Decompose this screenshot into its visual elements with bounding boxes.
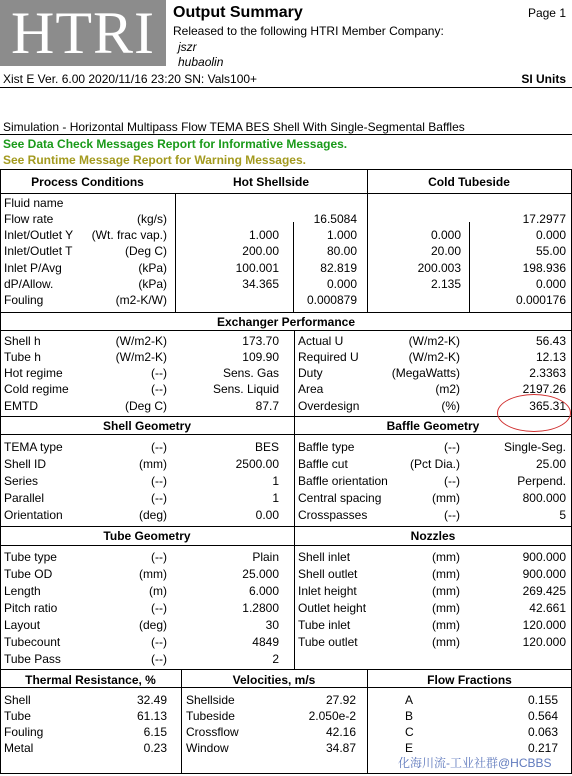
geom-label: Shell ID	[4, 457, 47, 471]
perf-label: Area	[298, 382, 324, 396]
hot-outlet-value: 0.000	[326, 277, 357, 291]
tube-unit: (m)	[149, 584, 167, 598]
flow-fraction-label: E	[405, 741, 414, 755]
nozzle-unit: (mm)	[432, 618, 460, 632]
divider	[0, 193, 572, 194]
perf-label: Hot regime	[4, 366, 63, 380]
hot-outlet-value: 80.00	[326, 244, 357, 258]
nozzle-value: 900.000	[522, 567, 566, 581]
hot-outlet-value: 82.819	[320, 261, 357, 275]
perf-value: 173.70	[242, 334, 279, 348]
nozzle-value: 269.425	[522, 584, 566, 598]
cold-inlet-value: 0.000	[430, 228, 461, 242]
thermal-label: Tube	[4, 709, 31, 723]
geom-label: Baffle type	[298, 440, 355, 454]
cold-outlet-value: 55.00	[535, 244, 566, 258]
tube-label: Tube Pass	[4, 652, 61, 666]
hot-outlet-value: 1.000	[326, 228, 357, 242]
divider	[0, 87, 572, 88]
thermal-label: Shell	[4, 693, 31, 707]
section-title-shell-geometry: Shell Geometry	[102, 419, 192, 433]
geom-label: Parallel	[4, 491, 45, 505]
tube-label: Tube type	[4, 550, 57, 564]
section-title-nozzles: Nozzles	[410, 529, 456, 543]
thermal-value: 0.23	[143, 741, 167, 755]
nozzle-value: 120.000	[522, 618, 566, 632]
thermal-value: 61.13	[136, 709, 167, 723]
page-title: Output Summary	[173, 4, 303, 21]
perf-unit: (MegaWatts)	[391, 366, 460, 380]
tube-unit: (deg)	[138, 618, 167, 632]
geom-value: 2500.00	[235, 457, 279, 471]
divider	[0, 669, 572, 670]
geom-value: 5	[559, 508, 566, 522]
section-title-thermal-resistance: Thermal Resistance, %	[25, 673, 156, 687]
tube-value: 6.000	[248, 584, 279, 598]
hot-inlet-value: 200.00	[242, 244, 279, 258]
hot-outlet-value: 0.000879	[306, 293, 357, 307]
cold-outlet-value: 17.2977	[522, 212, 566, 226]
htri-logo: HTRI	[0, 0, 166, 66]
tube-unit: (--)	[151, 652, 167, 666]
geom-label: Series	[4, 474, 39, 488]
velocity-value: 34.87	[325, 741, 356, 755]
geom-value: 1	[272, 474, 279, 488]
velocity-label: Shellside	[186, 693, 235, 707]
geom-label: Crosspasses	[298, 508, 368, 522]
velocity-label: Window	[186, 741, 229, 755]
member-company-1: jszr	[178, 40, 197, 54]
perf-label: EMTD	[4, 399, 38, 413]
thermal-value: 32.49	[136, 693, 167, 707]
perf-value: 87.7	[255, 399, 279, 413]
cold-inlet-value: 2.135	[430, 277, 461, 291]
perf-label: Tube h	[4, 350, 41, 364]
tube-label: Tube OD	[4, 567, 53, 581]
row-label: Inlet P/Avg	[4, 261, 62, 275]
perf-label: Overdesign	[298, 399, 360, 413]
flow-fraction-label: B	[405, 709, 414, 723]
divider	[0, 330, 572, 331]
bottom-border	[0, 773, 572, 774]
tube-label: Layout	[4, 618, 41, 632]
row-label: dP/Allow.	[4, 277, 54, 291]
perf-unit: (W/m2-K)	[408, 334, 460, 348]
geom-unit: (--)	[444, 474, 460, 488]
perf-unit: (--)	[151, 382, 167, 396]
geom-label: Baffle cut	[298, 457, 348, 471]
page-number: Page 1	[527, 6, 566, 20]
row-label: Inlet/Outlet T	[4, 244, 73, 258]
divider	[0, 134, 572, 135]
divider	[294, 330, 295, 669]
simulation-description: Simulation - Horizontal Multipass Flow TEMA BES Shell With Single-Segmental Baffles	[3, 120, 465, 134]
velocity-value: 2.050e-2	[308, 709, 356, 723]
hot-inlet-value: 100.001	[235, 261, 279, 275]
thermal-label: Fouling	[4, 725, 44, 739]
tube-unit: (mm)	[139, 567, 167, 581]
nozzle-unit: (mm)	[432, 601, 460, 615]
tube-value: 2	[272, 652, 279, 666]
geom-unit: (--)	[151, 474, 167, 488]
tube-value: 25.000	[242, 567, 279, 581]
overdesign-highlight-circle	[497, 394, 571, 432]
geom-unit: (--)	[151, 440, 167, 454]
perf-unit: (--)	[151, 366, 167, 380]
perf-label: Actual U	[298, 334, 344, 348]
flow-fraction-value: 0.564	[527, 709, 558, 723]
section-title-baffle-geometry: Baffle Geometry	[386, 419, 480, 433]
section-title-exchanger: Exchanger Performance	[216, 315, 356, 329]
row-label: Fouling	[4, 293, 44, 307]
tube-value: 1.2800	[242, 601, 279, 615]
divider	[0, 526, 572, 527]
perf-value: 109.90	[242, 350, 279, 364]
tube-unit: (--)	[151, 601, 167, 615]
flow-fraction-value: 0.155	[527, 693, 558, 707]
perf-unit: (%)	[441, 399, 460, 413]
units-label: SI Units	[521, 72, 566, 86]
geom-unit: (--)	[444, 440, 460, 454]
tube-unit: (--)	[151, 550, 167, 564]
perf-label: Duty	[298, 366, 323, 380]
nozzle-label: Tube inlet	[298, 618, 351, 632]
geom-unit: (mm)	[432, 491, 460, 505]
tube-value: Plain	[252, 550, 279, 564]
thermal-label: Metal	[4, 741, 34, 755]
tube-label: Length	[4, 584, 41, 598]
nozzle-unit: (mm)	[432, 567, 460, 581]
column-header-hot: Hot Shellside	[232, 175, 309, 189]
geom-label: Baffle orientation	[298, 474, 388, 488]
row-label: Flow rate	[4, 212, 54, 226]
geom-value: 25.00	[535, 457, 566, 471]
data-check-message[interactable]: See Data Check Messages Report for Informative Messages.	[3, 137, 348, 151]
divider	[0, 545, 572, 546]
divider	[293, 222, 294, 312]
cold-inlet-value: 200.003	[417, 261, 461, 275]
perf-value: Sens. Liquid	[212, 382, 279, 396]
perf-value: 2197.26	[522, 382, 566, 396]
row-unit: (kPa)	[138, 261, 167, 275]
flow-fraction-label: C	[405, 725, 414, 739]
tube-value: 30	[265, 618, 279, 632]
nozzle-value: 900.000	[522, 550, 566, 564]
flow-fraction-value: 0.063	[527, 725, 558, 739]
perf-unit: (m2)	[435, 382, 460, 396]
nozzle-unit: (mm)	[432, 550, 460, 564]
nozzle-label: Shell inlet	[298, 550, 351, 564]
perf-label: Cold regime	[4, 382, 69, 396]
tube-label: Pitch ratio	[4, 601, 58, 615]
divider	[0, 169, 572, 170]
geom-value: 0.00	[255, 508, 279, 522]
section-title-flow-fractions: Flow Fractions	[427, 673, 512, 687]
row-unit: (Wt. frac vap.)	[91, 228, 167, 242]
nozzle-label: Tube outlet	[298, 635, 358, 649]
divider	[0, 416, 572, 417]
geom-value: 1	[272, 491, 279, 505]
tube-unit: (--)	[151, 635, 167, 649]
divider	[0, 434, 572, 435]
perf-label: Required U	[298, 350, 359, 364]
geom-value: Perpend.	[517, 474, 566, 488]
flow-fraction-label: A	[405, 693, 414, 707]
geom-unit: (--)	[444, 508, 460, 522]
perf-unit: (W/m2-K)	[408, 350, 460, 364]
perf-value: 2.3363	[529, 366, 566, 380]
nozzle-value: 42.661	[529, 601, 566, 615]
row-label: Inlet/Outlet Y	[4, 228, 74, 242]
velocity-label: Crossflow	[186, 725, 239, 739]
geom-label: Orientation	[4, 508, 63, 522]
nozzle-label: Outlet height	[298, 601, 367, 615]
release-note: Released to the following HTRI Member Company:	[173, 24, 444, 38]
geom-unit: (mm)	[139, 457, 167, 471]
nozzle-label: Inlet height	[298, 584, 357, 598]
geom-value: 800.000	[522, 491, 566, 505]
tube-label: Tubecount	[4, 635, 61, 649]
hot-inlet-value: 34.365	[242, 277, 279, 291]
version-info: Xist E Ver. 6.00 2020/11/16 23:20 SN: Vals100+	[3, 72, 258, 86]
perf-label: Shell h	[4, 334, 41, 348]
section-title-velocities: Velocities, m/s	[232, 673, 316, 687]
perf-unit: (Deg C)	[124, 399, 167, 413]
watermark: 化海川流-工业社群@HCBBS	[398, 756, 552, 770]
row-unit: (m2-K/W)	[115, 293, 167, 307]
divider	[469, 222, 470, 312]
section-title-tube-geometry: Tube Geometry	[103, 529, 191, 543]
runtime-message[interactable]: See Runtime Message Report for Warning Messages.	[3, 153, 306, 167]
flow-fraction-value: 0.217	[527, 741, 558, 755]
divider	[0, 312, 572, 313]
divider	[175, 193, 176, 312]
perf-value: 365.31	[529, 399, 566, 413]
nozzle-value: 120.000	[522, 635, 566, 649]
row-label: Fluid name	[4, 196, 64, 210]
velocity-label: Tubeside	[186, 709, 235, 723]
hot-inlet-value: 1.000	[248, 228, 279, 242]
cold-outlet-value: 198.936	[522, 261, 566, 275]
perf-unit: (W/m2-K)	[115, 350, 167, 364]
row-unit: (Deg C)	[124, 244, 167, 258]
velocity-value: 42.16	[325, 725, 356, 739]
row-unit: (kg/s)	[137, 212, 167, 226]
row-unit: (kPa)	[138, 277, 167, 291]
nozzle-label: Shell outlet	[298, 567, 358, 581]
member-company-2: hubaolin	[178, 55, 224, 69]
section-title-process: Process Conditions	[31, 175, 144, 189]
perf-value: 12.13	[535, 350, 566, 364]
nozzle-unit: (mm)	[432, 635, 460, 649]
geom-value: Single-Seg.	[503, 440, 566, 454]
geom-label: Central spacing	[298, 491, 382, 505]
velocity-value: 27.92	[325, 693, 356, 707]
thermal-value: 6.15	[143, 725, 167, 739]
geom-value: BES	[254, 440, 279, 454]
nozzle-unit: (mm)	[432, 584, 460, 598]
cold-outlet-value: 0.000	[535, 277, 566, 291]
cold-outlet-value: 0.000	[535, 228, 566, 242]
geom-unit: (Pct Dia.)	[409, 457, 460, 471]
cold-inlet-value: 20.00	[430, 244, 461, 258]
hot-outlet-value: 16.5084	[313, 212, 357, 226]
geom-label: TEMA type	[4, 440, 63, 454]
perf-value: Sens. Gas	[222, 366, 279, 380]
column-header-cold: Cold Tubeside	[428, 175, 510, 189]
perf-value: 56.43	[535, 334, 566, 348]
geom-unit: (deg)	[138, 508, 167, 522]
tube-value: 4849	[252, 635, 279, 649]
divider	[367, 169, 368, 312]
perf-unit: (W/m2-K)	[115, 334, 167, 348]
cold-outlet-value: 0.000176	[515, 293, 566, 307]
geom-unit: (--)	[151, 491, 167, 505]
